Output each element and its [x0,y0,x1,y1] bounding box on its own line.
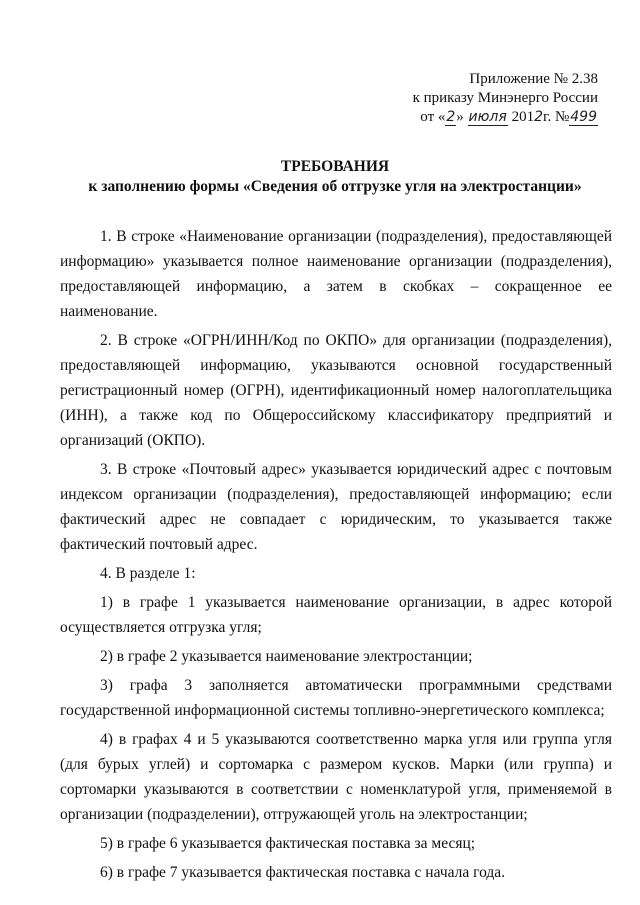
paragraph-3: 3. В строке «Почтовый адрес» указывается юридический адрес с почтовым индексом организации (подразделения), предоставляющей информацию; если фактический адрес не совпадает с юридическим, то указывается также фактический почтовый адрес. [60,461,612,553]
paragraph-4-item-1: 1) в графе 1 указывается наименование организации, в адрес которой осуществляется отгрузка угля; [60,594,612,636]
paragraph-4: 4. В разделе 1: [100,565,196,582]
date-prefix: от « [420,109,446,125]
paragraph-4-item-4: 4) в графах 4 и 5 указываются соответственно марка угля или группа угля (для бурых углей) и сортомарка с размером кусков. Марки (или группа) и сортомарки указываются в соответствии с номенклатурой угля, применяемой в организации (подразделении), отгружающей уголь на электростанции; [60,731,612,823]
paragraph-4-item-5: 5) в графе 6 указывается фактическая поставка за месяц; [100,835,476,852]
paragraph-1: 1. В строке «Наименование организации (подразделения), предоставляющей информацию» указывается полное наименование организации (подразделения), предоставляющей информацию, а затем в скобках – сокращенное ее наименование. [60,228,612,320]
date-month-handwritten: июля [468,109,507,125]
order-date-line [338,108,598,127]
appendix-number: Приложение № 2.38 [469,71,598,87]
order-reference: к приказу Минэнерго России [412,90,598,106]
document-title [40,157,630,197]
document-body [60,224,612,889]
paragraph-2: 2. В строке «ОГРН/ИНН/Код по ОКПО» для организации (подразделения), предоставляющей информацию, указываются основной государственный регистрационный номер (ОГРН), идентификационный номер налогоплательщика (ИНН), а также код по Общероссийскому классификатору предприятий и организаций (ОКПО). [60,332,612,449]
date-year-digit-handwritten: 2 [534,109,543,125]
paragraph-4-item-2: 2) в графе 2 указывается наименование электростанции; [100,648,473,665]
paragraph-4-item-3: 3) графа 3 заполняется автоматически программными средствами государственной информационной системы топливно-энергетического комплекса; [60,677,612,719]
order-number-handwritten: 499 [570,109,597,125]
paragraph-4-item-6: 6) в графе 7 указывается фактическая поставка с начала года. [100,864,506,881]
date-year-prefix: 201 [511,109,535,125]
date-g: г. № [542,109,570,125]
date-day-handwritten: 2 [446,109,456,125]
title-main: ТРЕБОВАНИЯ [280,158,390,175]
appendix-header [338,70,598,127]
date-mid: » [456,109,464,125]
title-subtitle: к заполнению формы «Сведения об отгрузке угля на электростанции» [88,178,582,195]
